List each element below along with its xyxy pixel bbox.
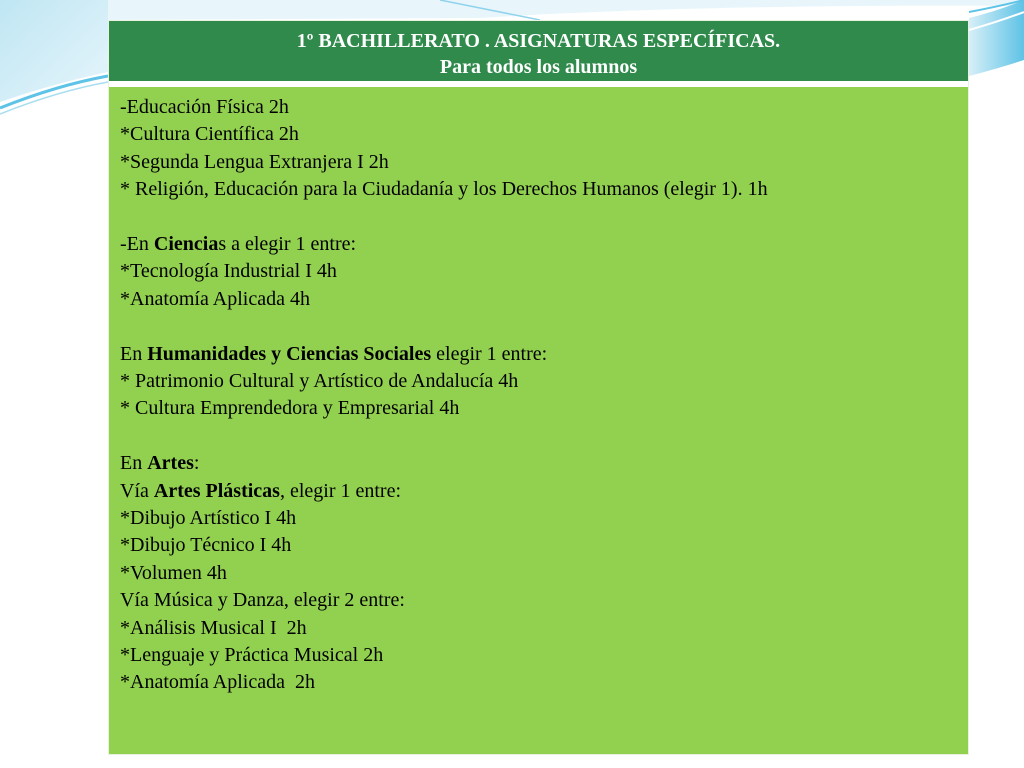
ciencias-name: Ciencia [153, 233, 219, 256]
ciencias-item: *Anatomía Aplicada 4h [120, 287, 310, 310]
artes-plasticas-item: *Dibujo Artístico I 4h [120, 507, 297, 530]
common-subject: *Segunda Lengua Extranjera I 2h [120, 150, 389, 173]
artes-name: Artes [147, 452, 194, 475]
common-subject: *Cultura Científica 2h [120, 123, 299, 146]
blank-line [120, 423, 968, 450]
table-header [109, 21, 968, 84]
musica-danza-heading: Vía Música y Danza, elegir 2 entre: [120, 589, 405, 612]
swoosh-top-fill [108, 0, 1024, 20]
humanidades-item: * Cultura Emprendedora y Empresarial 4h [120, 397, 460, 420]
artes-heading: En Artes: [120, 452, 200, 475]
artes-plasticas-item: *Dibujo Técnico I 4h [120, 534, 292, 557]
artes-plasticas-heading: Vía Artes Plásticas, elegir 1 entre: [120, 479, 402, 502]
artes-plasticas-name: Artes Plásticas [153, 479, 280, 502]
blank-line [120, 313, 968, 340]
musica-danza-item: *Anatomía Aplicada 2h [120, 671, 315, 694]
artes-plasticas-item: *Volumen 4h [120, 561, 227, 584]
humanidades-item: * Patrimonio Cultural y Artístico de Andalucía 4h [120, 370, 519, 393]
musica-danza-item: *Análisis Musical I 2h [120, 616, 307, 639]
musica-danza-item: *Lenguaje y Práctica Musical 2h [120, 644, 384, 667]
ciencias-item: *Tecnología Industrial I 4h [120, 260, 337, 283]
humanidades-heading: En Humanidades y Ciencias Sociales elegir 1 entre: [120, 342, 548, 365]
blank-line [120, 204, 968, 231]
swoosh-left-fill [0, 0, 108, 102]
header-subtitle: Para todos los alumnos [439, 56, 638, 78]
header-title: 1º BACHILLERATO . ASIGNATURAS ESPECÍFICAS. [296, 30, 781, 52]
table-body [109, 87, 968, 754]
common-subject: * Religión, Educación para la Ciudadanía y los Derechos Humanos (elegir 1). 1h [120, 178, 768, 201]
humanidades-name: Humanidades y Ciencias Sociales [147, 342, 432, 365]
subjects-table [108, 20, 969, 755]
common-subject: -Educación Física 2h [120, 96, 289, 118]
ciencias-heading: -En Ciencias a elegir 1 entre: [120, 233, 357, 256]
